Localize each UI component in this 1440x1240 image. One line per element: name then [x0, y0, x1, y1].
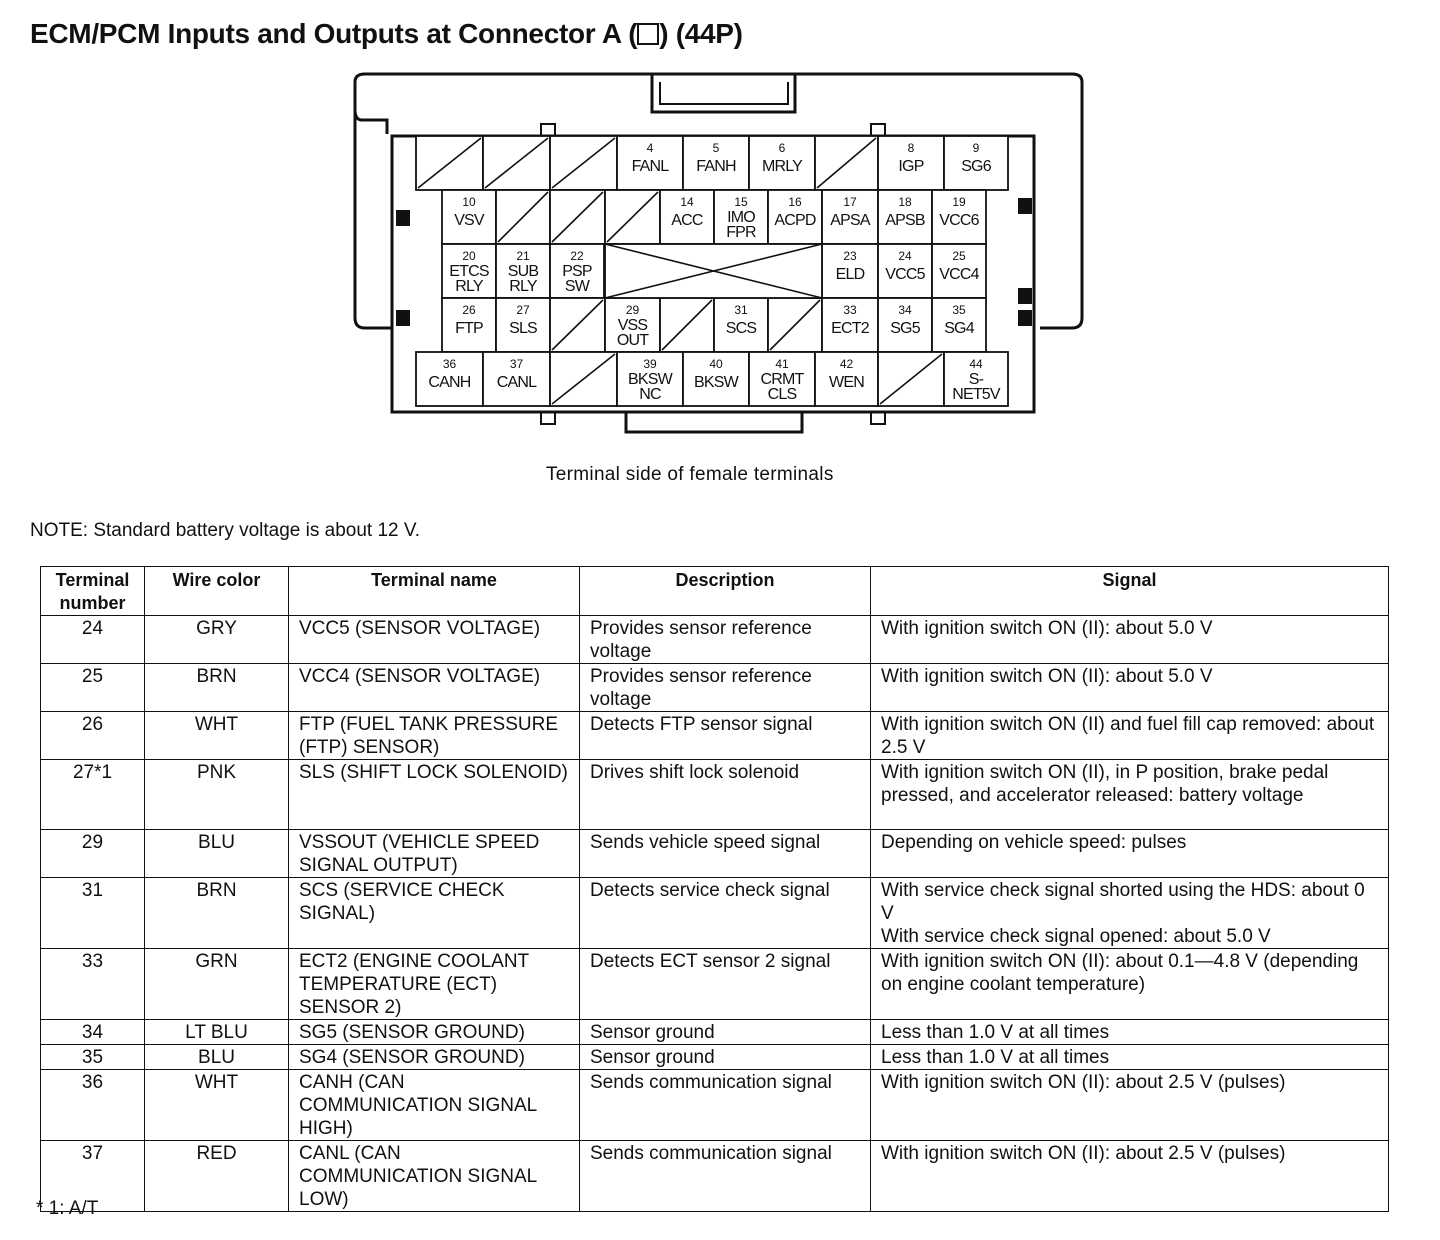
- terminal-cavity-27: [496, 298, 550, 352]
- cell-terminal-name: FTP (FUEL TANK PRESSURE (FTP) SENSOR): [289, 712, 580, 760]
- header-signal: Signal: [871, 567, 1389, 616]
- table-row: [41, 1020, 1389, 1045]
- terminal-cavity-42: [815, 352, 878, 406]
- cell-description: Drives shift lock solenoid: [580, 760, 871, 830]
- terminal-number: 8: [907, 141, 915, 155]
- terminal-number: 5: [712, 141, 720, 155]
- terminal-label: NC: [639, 386, 661, 403]
- terminal-cavity-18: [878, 190, 932, 244]
- unused-cavity: [660, 298, 714, 352]
- cell-signal: Less than 1.0 V at all times: [871, 1020, 1389, 1045]
- terminal-number: 4: [646, 141, 654, 155]
- terminal-cavity-24: [878, 244, 932, 298]
- terminal-number: 15: [734, 195, 748, 209]
- cell-signal: Depending on vehicle speed: pulses: [871, 830, 1389, 878]
- cell-description: Detects ECT sensor 2 signal: [580, 949, 871, 1020]
- terminal-cavity-22: [550, 244, 604, 298]
- table-row: [41, 1070, 1389, 1141]
- terminal-number: 40: [709, 357, 723, 371]
- terminal-label: FTP: [455, 320, 483, 337]
- terminal-cavity-15: [714, 190, 768, 244]
- terminal-cavity-6: [749, 136, 815, 190]
- unused-cavity: [550, 190, 605, 244]
- terminal-number: 25: [952, 249, 966, 263]
- cell-signal: With ignition switch ON (II): about 2.5 V (pulses): [871, 1070, 1389, 1141]
- cell-wire-color: GRN: [145, 949, 289, 1020]
- terminal-cavity-5: [683, 136, 749, 190]
- cell-signal: With ignition switch ON (II): about 5.0 V: [871, 664, 1389, 712]
- unused-cavity: [605, 190, 660, 244]
- table-row: [41, 1141, 1389, 1212]
- terminal-label: VCC4: [939, 266, 979, 283]
- table-row: [41, 1045, 1389, 1070]
- terminal-cavity-19: [932, 190, 986, 244]
- header-terminal-number: Terminal number: [41, 567, 145, 616]
- terminal-number: 31: [734, 303, 748, 317]
- terminal-cavity-26: [442, 298, 496, 352]
- terminal-label: ETCS: [449, 263, 489, 280]
- cell-terminal-number: 33: [41, 949, 145, 1020]
- footnote: * 1: A/T: [36, 1198, 99, 1219]
- terminal-number: 27: [516, 303, 530, 317]
- terminal-number: 14: [680, 195, 694, 209]
- terminal-number: 10: [462, 195, 476, 209]
- voltage-note: NOTE: Standard battery voltage is about 12 V.: [30, 520, 421, 541]
- terminal-label: MRLY: [761, 158, 803, 175]
- terminal-number: 6: [778, 141, 786, 155]
- cell-wire-color: GRY: [145, 616, 289, 664]
- terminal-label: SCS: [725, 320, 757, 337]
- cell-terminal-name: SCS (SERVICE CHECK SIGNAL): [289, 878, 580, 949]
- cell-description: Detects service check signal: [580, 878, 871, 949]
- cell-terminal-name: CANH (CAN COMMUNICATION SIGNAL HIGH): [289, 1070, 580, 1141]
- cell-wire-color: BLU: [145, 830, 289, 878]
- cell-description: Detects FTP sensor signal: [580, 712, 871, 760]
- cell-terminal-number: 24: [41, 616, 145, 664]
- terminal-number: 29: [625, 303, 640, 317]
- terminal-cavity-40: [683, 352, 749, 406]
- cell-wire-color: PNK: [145, 760, 289, 830]
- terminal-cavity-14: [660, 190, 714, 244]
- terminal-number: 35: [952, 303, 966, 317]
- cell-terminal-name: SG4 (SENSOR GROUND): [289, 1045, 580, 1070]
- cell-signal: With ignition switch ON (II): about 5.0 V: [871, 616, 1389, 664]
- terminal-number: 21: [516, 249, 530, 263]
- header-wire-color: Wire color: [145, 567, 289, 616]
- unused-cavity: [550, 298, 605, 352]
- cell-wire-color: BLU: [145, 1045, 289, 1070]
- cell-description: Sensor ground: [580, 1020, 871, 1045]
- terminal-number: 34: [898, 303, 912, 317]
- cell-terminal-name: SG5 (SENSOR GROUND): [289, 1020, 580, 1045]
- terminal-label: RLY: [509, 278, 537, 295]
- table-header-row: [41, 567, 1389, 616]
- cell-terminal-number: 26: [41, 712, 145, 760]
- table-row: [41, 712, 1389, 760]
- terminal-cavity-31: [714, 298, 768, 352]
- terminal-label: APSA: [830, 212, 870, 229]
- terminal-number: 23: [843, 249, 857, 263]
- cell-wire-color: BRN: [145, 664, 289, 712]
- terminal-cavity-23: [822, 244, 878, 298]
- diagram-caption: Terminal side of female terminals: [546, 464, 834, 485]
- terminal-cavity-4: [617, 136, 683, 190]
- cell-wire-color: RED: [145, 1141, 289, 1212]
- cell-terminal-number: 37: [41, 1141, 145, 1212]
- terminal-number: 19: [952, 195, 966, 209]
- terminal-number: 26: [462, 303, 476, 317]
- terminal-label: S-: [968, 371, 984, 388]
- terminal-label: CANL: [496, 374, 537, 391]
- terminal-label: NET5V: [952, 386, 1000, 403]
- table-row: [41, 760, 1389, 830]
- cell-signal: With ignition switch ON (II): about 2.5 V (pulses): [871, 1141, 1389, 1212]
- terminal-cavity-34: [878, 298, 932, 352]
- blocked-cavity-area: [605, 244, 822, 298]
- cell-wire-color: BRN: [145, 878, 289, 949]
- terminal-label: CANH: [428, 374, 471, 391]
- unused-cavity: [416, 136, 483, 190]
- cell-signal: With ignition switch ON (II), in P position, brake pedal pressed, and accelerator released: battery voltage: [871, 760, 1389, 830]
- cell-terminal-number: 36: [41, 1070, 145, 1141]
- cell-terminal-number: 31: [41, 878, 145, 949]
- terminal-cavity-17: [822, 190, 878, 244]
- terminal-number: 16: [788, 195, 802, 209]
- cell-description: Sensor ground: [580, 1045, 871, 1070]
- cell-terminal-name: CANL (CAN COMMUNICATION SIGNAL LOW): [289, 1141, 580, 1212]
- terminal-number: 9: [972, 141, 980, 155]
- cell-terminal-name: VCC5 (SENSOR VOLTAGE): [289, 616, 580, 664]
- terminal-cavity-25: [932, 244, 986, 298]
- cell-terminal-name: VCC4 (SENSOR VOLTAGE): [289, 664, 580, 712]
- terminal-label: BKSW: [628, 371, 672, 388]
- cell-wire-color: LT BLU: [145, 1020, 289, 1045]
- terminal-label: VSS: [617, 317, 648, 334]
- cell-wire-color: WHT: [145, 1070, 289, 1141]
- terminal-label: BKSW: [694, 374, 738, 391]
- terminal-number: 44: [969, 357, 983, 371]
- unused-cavity: [483, 136, 550, 190]
- terminal-number: 24: [898, 249, 912, 263]
- cell-signal: With ignition switch ON (II): about 0.1—4.8 V (depending on engine coolant temperature): [871, 949, 1389, 1020]
- terminal-cavity-33: [822, 298, 878, 352]
- terminal-label: OUT: [616, 332, 649, 349]
- page-title: ECM/PCM Inputs and Outputs at Connector A ( ) (44P): [30, 18, 743, 49]
- cell-description: Provides sensor reference voltage: [580, 664, 871, 712]
- cell-terminal-name: SLS (SHIFT LOCK SOLENOID): [289, 760, 580, 830]
- cell-description: Provides sensor reference voltage: [580, 616, 871, 664]
- cell-description: Sends communication signal: [580, 1141, 871, 1212]
- cell-description: Sends vehicle speed signal: [580, 830, 871, 878]
- table-row: [41, 878, 1389, 949]
- terminal-label: VCC6: [939, 212, 979, 229]
- cell-terminal-number: 25: [41, 664, 145, 712]
- terminal-label: ACC: [671, 212, 703, 229]
- unused-cavity: [815, 136, 878, 190]
- table-row: [41, 830, 1389, 878]
- terminal-cavity-29: [605, 298, 660, 352]
- terminal-cavity-39: [617, 352, 683, 406]
- terminal-cavity-37: [483, 352, 550, 406]
- header-description: Description: [580, 567, 871, 616]
- terminal-number: 36: [442, 357, 457, 371]
- terminal-number: 42: [839, 357, 854, 371]
- terminal-number: 20: [462, 249, 476, 263]
- cell-terminal-number: 29: [41, 830, 145, 878]
- terminal-number: 41: [775, 357, 789, 371]
- terminal-label: FPR: [726, 224, 756, 241]
- terminal-number: 39: [643, 357, 657, 371]
- terminal-label: PSP: [562, 263, 592, 280]
- cell-description: Sends communication signal: [580, 1070, 871, 1141]
- cell-terminal-number: 35: [41, 1045, 145, 1070]
- terminal-label: CLS: [767, 386, 797, 403]
- terminal-label: ELD: [835, 266, 865, 283]
- terminal-label: VCC5: [885, 266, 925, 283]
- terminal-label: ACPD: [774, 212, 816, 229]
- cell-terminal-number: 27*1: [41, 760, 145, 830]
- table-row: [41, 616, 1389, 664]
- terminal-label: SG5: [890, 320, 920, 337]
- terminal-cavity-20: [442, 244, 496, 298]
- terminal-cavity-10: [442, 190, 496, 244]
- terminal-label: SG4: [944, 320, 974, 337]
- cell-terminal-name: VSSOUT (VEHICLE SPEED SIGNAL OUTPUT): [289, 830, 580, 878]
- terminal-label: RLY: [455, 278, 483, 295]
- terminal-label: FANH: [696, 158, 736, 175]
- cell-signal: With service check signal shorted using the HDS: about 0 V With service check signal opened: about 5.0 V: [871, 878, 1389, 949]
- terminal-label: IMO: [727, 209, 755, 226]
- unused-cavity: [768, 298, 822, 352]
- header-terminal-name: Terminal name: [289, 567, 580, 616]
- terminal-label: WEN: [829, 374, 864, 391]
- terminal-number: 33: [843, 303, 857, 317]
- cell-signal: Less than 1.0 V at all times: [871, 1045, 1389, 1070]
- terminal-number: 18: [898, 195, 912, 209]
- cell-signal: With ignition switch ON (II) and fuel fill cap removed: about 2.5 V: [871, 712, 1389, 760]
- terminal-label: VSV: [454, 212, 484, 229]
- unused-cavity: [878, 352, 944, 406]
- cell-terminal-number: 34: [41, 1020, 145, 1045]
- connector-diagram: [0, 0, 1440, 450]
- unused-cavity: [550, 352, 617, 406]
- terminal-label: IGP: [898, 158, 924, 175]
- terminal-label: SLS: [509, 320, 537, 337]
- unused-cavity: [550, 136, 617, 190]
- terminal-cavity-36: [416, 352, 483, 406]
- terminal-label: SW: [564, 278, 590, 295]
- terminal-cavity-16: [768, 190, 822, 244]
- terminal-label: FANL: [631, 158, 669, 175]
- terminal-cavity-44: [944, 352, 1008, 406]
- terminal-cavity-35: [932, 298, 986, 352]
- terminal-label: SUB: [507, 263, 539, 280]
- terminal-label: CRMT: [760, 371, 804, 388]
- terminal-cavity-9: [944, 136, 1008, 190]
- terminal-cavity-8: [878, 136, 944, 190]
- table-row: [41, 664, 1389, 712]
- table-row: [41, 949, 1389, 1020]
- terminal-number: 37: [509, 357, 524, 371]
- terminal-cavity-41: [749, 352, 815, 406]
- unused-cavity: [496, 190, 550, 244]
- terminal-number: 17: [843, 195, 857, 209]
- terminal-label: APSB: [885, 212, 925, 229]
- terminal-table: [40, 566, 1389, 1212]
- terminal-label: ECT2: [831, 320, 869, 337]
- terminal-number: 22: [570, 249, 584, 263]
- terminal-cavity-21: [496, 244, 550, 298]
- cell-wire-color: WHT: [145, 712, 289, 760]
- cell-terminal-name: ECT2 (ENGINE COOLANT TEMPERATURE (ECT) SENSOR 2): [289, 949, 580, 1020]
- terminal-label: SG6: [961, 158, 991, 175]
